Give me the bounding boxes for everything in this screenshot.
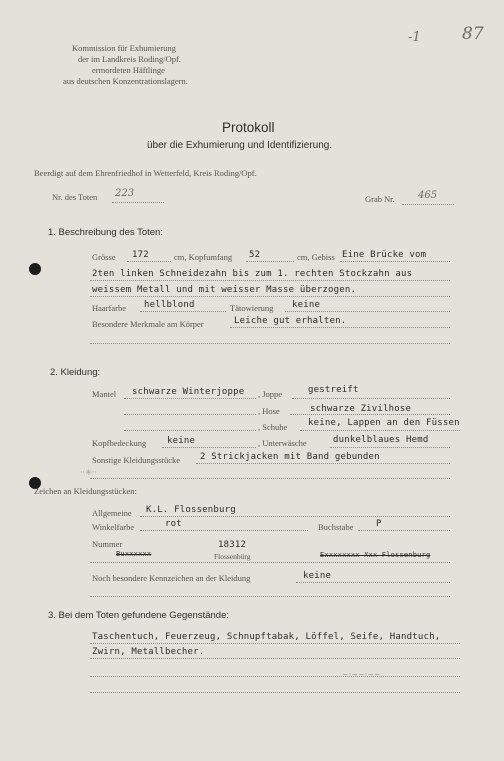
underwear-value: dunkelblaues Hemd [333,435,429,445]
underwear-label: , Unterwäsche [258,438,307,448]
page-title: Protokoll [222,120,275,135]
number-value: 18312 [218,540,247,550]
section-1-heading: 1. Beschreibung des Toten: [48,227,163,238]
hat-value: keine [167,436,196,446]
struck-left: Buxxxxxx [116,550,152,558]
ink-smudge: ··✳·· [80,468,97,477]
section-2-heading: 2. Kleidung: [50,367,101,378]
teeth-line-1: Eine Brücke vom [342,250,427,260]
teeth-label: cm, Gebiss [297,252,335,262]
section-3-heading: 3. Bei dem Toten gefundene Gegenstände: [48,610,229,621]
trousers-label: , Hose [258,406,280,416]
signs-label: Zeichen an Kleidungsstücken: [34,486,137,496]
shoes-label: , Schuhe [258,422,288,432]
number-label: Nummer [92,539,123,549]
angle-color-value: rot [165,519,182,529]
letter-value: P [376,519,382,529]
further-signs-label: Noch besondere Kennzeichen an der Kleidung [92,573,251,583]
height-label: Grösse [92,252,116,262]
height-value: 172 [132,250,149,260]
items-line-1: Taschentuch, Feuerzeug, Schnupftabak, Löffel, Seife, Handtuch, [92,632,441,642]
punch-hole-top [29,263,41,275]
jacket-label: , Joppe [258,389,283,399]
hat-label: Kopfbedeckung [92,438,147,448]
head-value: 52 [249,250,261,260]
pencil-scribble: ~·~~·~~ [342,670,381,679]
further-signs-value: keine [303,571,332,581]
grave-no-value: 465 [418,190,438,201]
hair-label: Haarfarbe [92,303,126,313]
page-number: 87 [462,24,484,44]
other-clothing-label: Sonstige Kleidungsstücke [92,455,181,465]
hair-value: hellblond [144,300,195,310]
marks-label: Besondere Merkmale am Körper [92,319,204,329]
other-clothing-value: 2 Strickjacken mit Band gebunden [200,452,380,462]
burial-place: Beerdigt auf dem Ehrenfriedhof in Wetterfeld, Kreis Roding/Opf. [34,168,257,178]
coat-value: schwarze Winterjoppe [132,387,245,397]
org-line-4: aus deutschen Konzentrationslagern. [63,76,188,86]
general-value: K.L. Flossenburg [146,505,236,515]
grave-no-label: Grab Nr. [365,194,395,204]
struck-right: Exxxxxxxx Xxx Flossenburg [320,551,431,559]
dead-no-label: Nr. des Toten [52,192,98,202]
org-line-2: der im Landkreis Roding/Opf. [78,54,181,64]
org-line-1: Kommission für Exhumierung [72,43,176,53]
org-line-3: ermordeten Häftlinge [92,65,165,75]
head-label: cm, Kopfumfang [174,252,233,262]
tattoo-label: Tätowierung [230,303,274,313]
teeth-line-2: 2ten linken Schneidezahn bis zum 1. rechten Stockzahn aus [92,269,413,279]
dead-no-value: 223 [115,188,135,199]
jacket-value: gestreift [308,385,359,395]
page-subtitle: über die Exhumierung und Identifizierung. [147,140,333,151]
marks-value: Leiche gut erhalten. [234,316,347,326]
tattoo-value: keine [292,300,321,310]
letter-label: Buchstabe [318,522,354,532]
number-place: Flossenbürg [214,552,251,561]
shoes-value: keine, Lappen an den Füssen [308,418,460,428]
margin-mark: -1 [408,30,421,45]
items-line-2: Zwirn, Metallbecher. [92,647,205,657]
general-label: Allgemeine [92,508,132,518]
angle-color-label: Winkelfarbe [92,522,135,532]
teeth-line-3: weissem Metall und mit weisser Masse überzogen. [92,285,357,295]
coat-label: Mantel [92,389,117,399]
trousers-value: schwarze Zivilhose [310,404,412,414]
